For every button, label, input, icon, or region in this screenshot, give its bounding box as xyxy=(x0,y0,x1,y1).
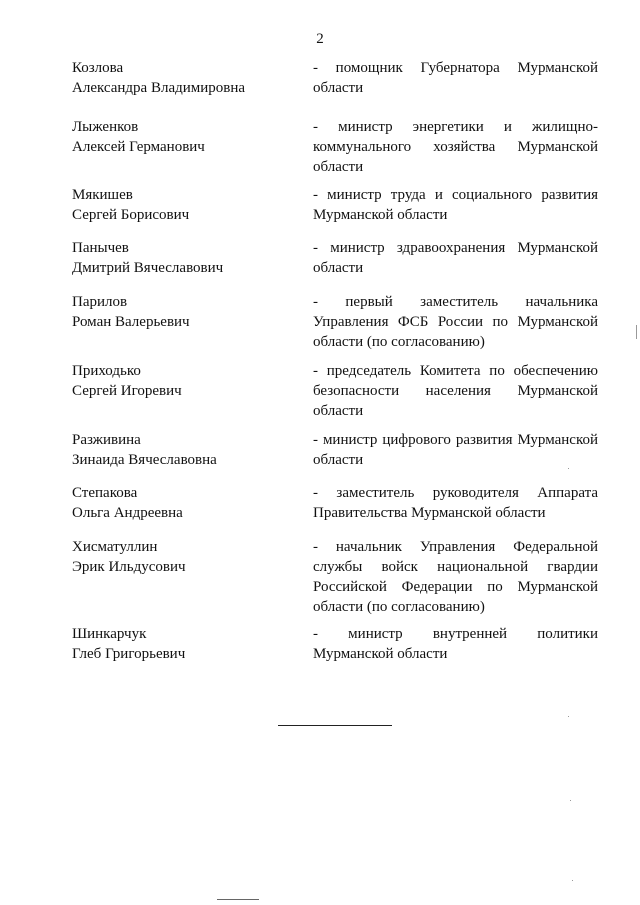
person-name xyxy=(72,185,302,225)
position-description: - начальник Управления Федеральной службы войск национальной гвардии Российской Федерации по Мурманской области (по согласованию) xyxy=(313,539,598,615)
surname: Парилов xyxy=(72,294,128,310)
person-name xyxy=(72,117,302,157)
given-name: Глеб Григорьевич xyxy=(72,646,186,662)
position-description: - помощник Губернатора Мурманской области xyxy=(313,60,598,96)
position-description: - заместитель руководителя Аппарата Правительства Мурманской области xyxy=(313,485,598,521)
position-description: - министр цифрового развития Мурманской области xyxy=(313,432,598,468)
scan-speck xyxy=(568,468,569,469)
surname: Козлова xyxy=(72,60,124,76)
given-name: Сергей Игоревич xyxy=(72,383,182,399)
position-description: - министр внутренней политики Мурманской области xyxy=(313,626,598,662)
bottom-edge-mark xyxy=(217,899,259,900)
given-name: Роман Валерьевич xyxy=(72,314,190,330)
position-description: - министр здравоохранения Мурманской области xyxy=(313,240,598,276)
surname: Разживина xyxy=(72,432,141,448)
person-name xyxy=(72,292,302,332)
person-name xyxy=(72,483,302,523)
scan-speck xyxy=(570,800,571,801)
surname: Хисматуллин xyxy=(72,539,158,555)
surname: Шинкарчук xyxy=(72,626,147,642)
position-description: - министр энергетики и жилищно-коммунального хозяйства Мурманской области xyxy=(313,119,598,175)
person-name xyxy=(72,430,302,470)
surname: Лыженков xyxy=(72,119,139,135)
closing-separator-line xyxy=(278,725,392,726)
position-description: - председатель Комитета по обеспечению безопасности населения Мурманской области xyxy=(313,363,598,419)
given-name: Алексей Германович xyxy=(72,139,205,155)
surname: Приходько xyxy=(72,363,141,379)
given-name: Зинаида Вячеславовна xyxy=(72,452,217,468)
surname: Мякишев xyxy=(72,187,133,203)
given-name: Александра Владимировна xyxy=(72,80,246,96)
scan-speck xyxy=(568,716,569,717)
given-name: Дмитрий Вячеславович xyxy=(72,260,224,276)
position-description: - первый заместитель начальника Управления ФСБ России по Мурманской области (по согласованию) xyxy=(313,294,598,350)
scan-speck xyxy=(572,880,573,881)
given-name: Ольга Андреевна xyxy=(72,505,183,521)
given-name: Сергей Борисович xyxy=(72,207,190,223)
person-name xyxy=(72,537,302,577)
scan-speck xyxy=(636,325,637,339)
person-name xyxy=(72,624,302,664)
person-name xyxy=(72,238,302,278)
page-number: 2 xyxy=(316,31,324,47)
person-name xyxy=(72,58,302,98)
person-name xyxy=(72,361,302,401)
position-description: - министр труда и социального развития Мурманской области xyxy=(313,187,598,223)
given-name: Эрик Ильдусович xyxy=(72,559,186,575)
surname: Панычев xyxy=(72,240,129,256)
surname: Степакова xyxy=(72,485,138,501)
